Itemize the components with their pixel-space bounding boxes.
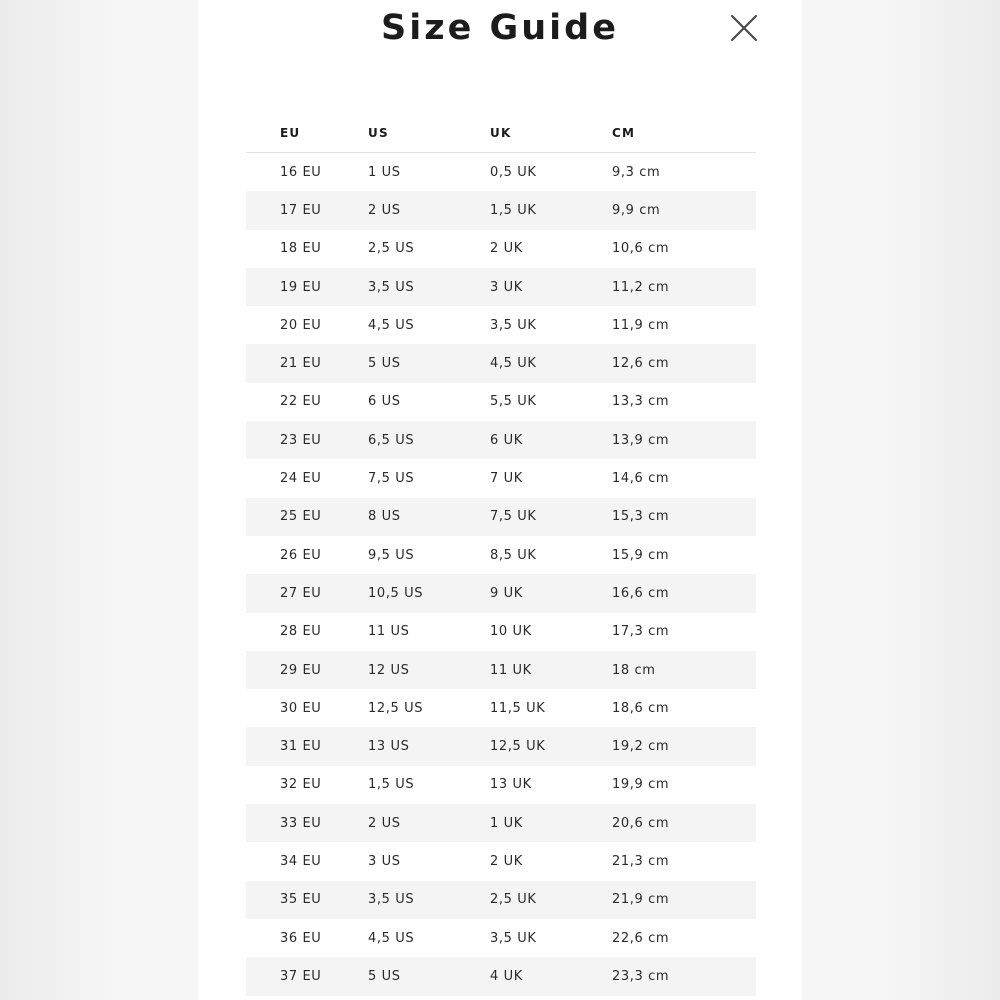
table-row	[246, 421, 756, 459]
cell-cm: 19,2 cm	[612, 727, 756, 765]
cell-uk: 1,5 UK	[490, 191, 612, 229]
cell-cm: 14,6 cm	[612, 471, 670, 487]
cell-eu: 33 EU	[246, 804, 368, 842]
cell-cm: 9,3 cm	[612, 164, 661, 180]
cell-eu: 31 EU	[246, 727, 368, 765]
cell-eu: 35 EU	[246, 881, 368, 919]
cell-uk: 4 UK	[490, 957, 612, 995]
cell-eu: 24 EU	[280, 471, 322, 487]
cell-cm: 22,6 cm	[612, 930, 670, 946]
close-icon	[726, 10, 762, 46]
close-button[interactable]	[726, 10, 762, 46]
cell-cm: 18 cm	[612, 651, 756, 689]
cell-us: 3,5 US	[368, 881, 490, 919]
cell-cm: 15,9 cm	[612, 547, 670, 563]
cell-cm: 11,2 cm	[612, 268, 756, 306]
cell-cm: 21,3 cm	[612, 853, 670, 869]
table-row	[246, 191, 756, 229]
cell-uk: 8,5 UK	[490, 547, 537, 563]
cell-cm: 19,9 cm	[612, 777, 670, 793]
cell-eu: 17 EU	[246, 191, 368, 229]
table-row	[246, 536, 756, 574]
table-row	[246, 727, 756, 765]
cell-us: 6 US	[368, 394, 401, 410]
cell-us: 5 US	[368, 344, 490, 382]
cell-us: 11 US	[368, 624, 410, 640]
table-row	[246, 689, 756, 727]
cell-uk: 7 UK	[490, 471, 523, 487]
column-header-uk: UK	[490, 114, 612, 153]
table-row	[246, 881, 756, 919]
table-row	[246, 613, 756, 651]
cell-cm: 18,6 cm	[612, 700, 670, 716]
cell-eu: 21 EU	[246, 344, 368, 382]
cell-eu: 29 EU	[246, 651, 368, 689]
cell-eu: 20 EU	[280, 317, 322, 333]
table-row	[246, 842, 756, 880]
table-row	[246, 230, 756, 268]
cell-uk: 4,5 UK	[490, 344, 612, 382]
cell-uk: 3 UK	[490, 268, 612, 306]
cell-us: 13 US	[368, 727, 490, 765]
cell-eu: 30 EU	[280, 700, 322, 716]
cell-cm: 11,9 cm	[612, 317, 670, 333]
table-row	[246, 383, 756, 421]
table-row	[246, 459, 756, 497]
cell-uk: 0,5 UK	[490, 164, 537, 180]
cell-uk: 2 UK	[490, 241, 523, 257]
cell-uk: 12,5 UK	[490, 727, 612, 765]
cell-eu: 32 EU	[280, 777, 322, 793]
size-guide-modal	[198, 0, 802, 1000]
cell-uk: 6 UK	[490, 421, 612, 459]
cell-cm: 12,6 cm	[612, 344, 756, 382]
cell-us: 12,5 US	[368, 700, 424, 716]
cell-cm: 13,3 cm	[612, 394, 670, 410]
size-table	[246, 114, 756, 996]
column-header-us: US	[368, 114, 490, 153]
cell-cm: 15,3 cm	[612, 498, 756, 536]
cell-us: 10,5 US	[368, 574, 490, 612]
cell-uk: 3,5 UK	[490, 930, 537, 946]
cell-uk: 13 UK	[490, 777, 532, 793]
cell-uk: 2,5 UK	[490, 881, 612, 919]
cell-uk: 5,5 UK	[490, 394, 537, 410]
cell-cm: 10,6 cm	[612, 241, 670, 257]
cell-eu: 26 EU	[280, 547, 322, 563]
cell-uk: 9 UK	[490, 574, 612, 612]
cell-eu: 23 EU	[246, 421, 368, 459]
cell-cm: 17,3 cm	[612, 624, 670, 640]
cell-eu: 36 EU	[280, 930, 322, 946]
table-row	[246, 919, 756, 957]
cell-us: 4,5 US	[368, 930, 415, 946]
table-row	[246, 804, 756, 842]
cell-uk: 10 UK	[490, 624, 532, 640]
cell-us: 8 US	[368, 498, 490, 536]
modal-title: Size Guide	[381, 8, 619, 48]
table-row	[246, 153, 756, 192]
cell-eu: 19 EU	[246, 268, 368, 306]
cell-us: 5 US	[368, 957, 490, 995]
cell-us: 2,5 US	[368, 241, 415, 257]
table-row	[246, 498, 756, 536]
cell-uk: 11 UK	[490, 651, 612, 689]
cell-us: 9,5 US	[368, 547, 415, 563]
cell-uk: 7,5 UK	[490, 498, 612, 536]
cell-uk: 1 UK	[490, 804, 612, 842]
cell-us: 3 US	[368, 853, 401, 869]
cell-us: 2 US	[368, 804, 490, 842]
cell-eu: 25 EU	[246, 498, 368, 536]
cell-cm: 16,6 cm	[612, 574, 756, 612]
table-row	[246, 766, 756, 804]
cell-uk: 11,5 UK	[490, 700, 546, 716]
column-header-cm: CM	[612, 114, 756, 153]
cell-us: 2 US	[368, 191, 490, 229]
cell-us: 6,5 US	[368, 421, 490, 459]
cell-eu: 18 EU	[280, 241, 322, 257]
cell-us: 12 US	[368, 651, 490, 689]
cell-cm: 20,6 cm	[612, 804, 756, 842]
table-row	[246, 574, 756, 612]
cell-eu: 34 EU	[280, 853, 322, 869]
cell-us: 7,5 US	[368, 471, 415, 487]
table-row	[246, 344, 756, 382]
cell-eu: 22 EU	[280, 394, 322, 410]
cell-us: 1,5 US	[368, 777, 415, 793]
cell-uk: 3,5 UK	[490, 317, 537, 333]
table-row	[246, 957, 756, 995]
cell-cm: 9,9 cm	[612, 191, 756, 229]
cell-eu: 37 EU	[246, 957, 368, 995]
table-row	[246, 306, 756, 344]
table-row	[246, 651, 756, 689]
cell-us: 4,5 US	[368, 317, 415, 333]
table-row	[246, 268, 756, 306]
column-header-eu: EU	[246, 114, 368, 153]
cell-eu: 16 EU	[280, 164, 322, 180]
cell-us: 3,5 US	[368, 268, 490, 306]
cell-us: 1 US	[368, 164, 401, 180]
cell-cm: 13,9 cm	[612, 421, 756, 459]
cell-eu: 27 EU	[246, 574, 368, 612]
cell-eu: 28 EU	[280, 624, 322, 640]
table-header-row	[246, 114, 756, 153]
cell-cm: 23,3 cm	[612, 957, 756, 995]
cell-cm: 21,9 cm	[612, 881, 756, 919]
cell-uk: 2 UK	[490, 853, 523, 869]
table-body	[246, 153, 756, 996]
